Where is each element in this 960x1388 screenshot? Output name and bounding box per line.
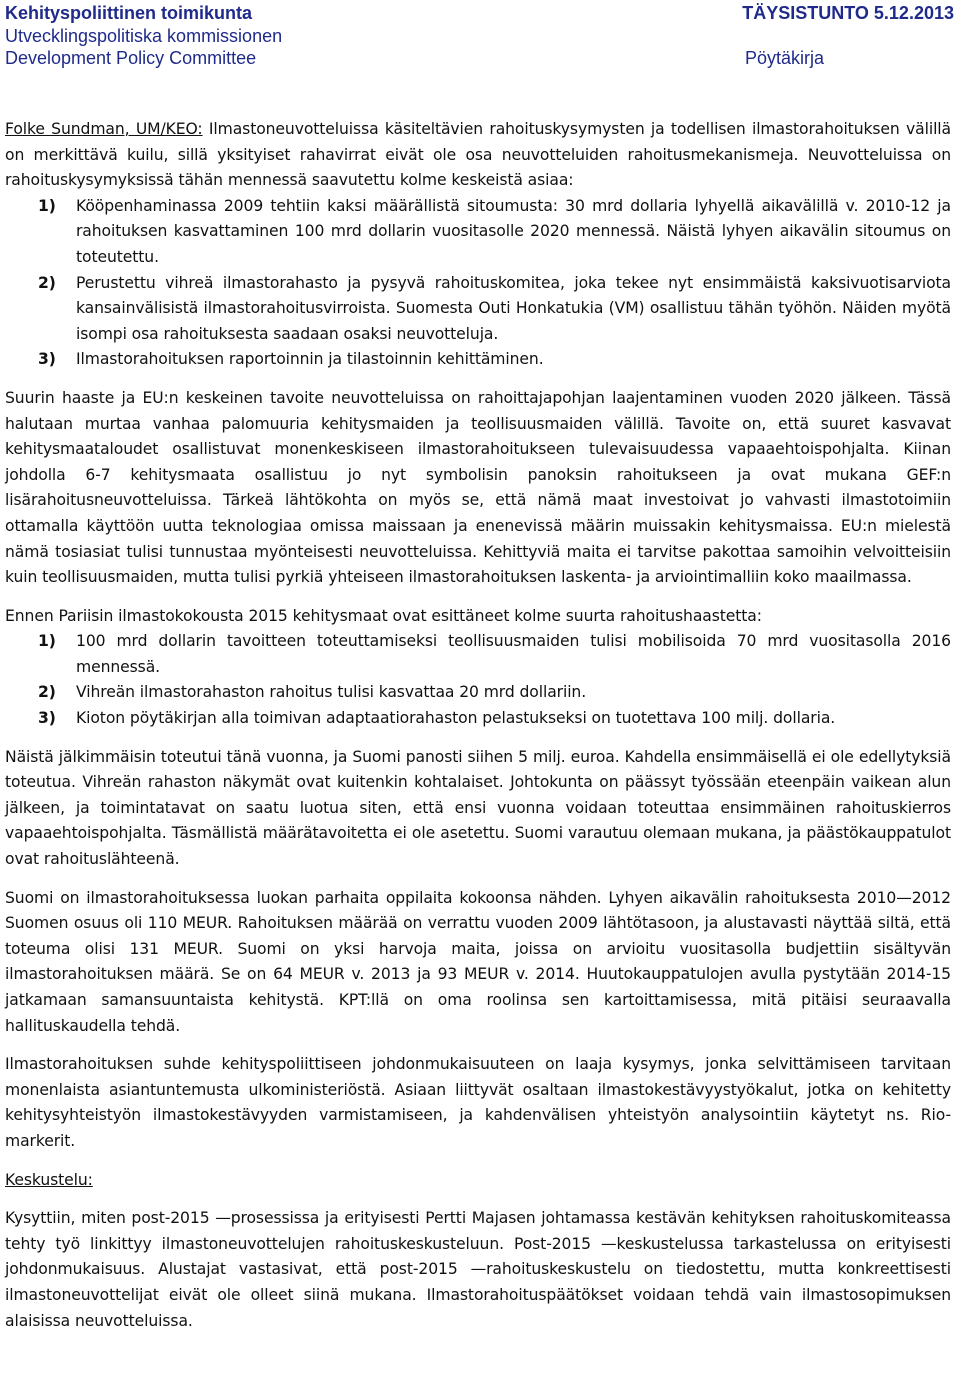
list-item [5, 706, 951, 732]
list-item-text: Kööpenhaminassa 2009 tehtiin kaksi määrällistä sitoumusta: 30 mrd dollaria lyhyellä aikavälillä v. 2010-12 ja rahoituksen kasvattaminen 100 mrd dollarin vuositasolle 2020 mennessä. Näistä lyhyen aikavälin sitoumus on toteutettu. [76, 196, 951, 266]
list-item-number: 3) [38, 709, 56, 728]
committee-name-sv: Utvecklingspolitiska kommissionen [5, 25, 283, 46]
list-item-text: Perustettu vihreä ilmastorahasto ja pysyvä rahoituskomitea, joka tekee nyt ensimmäistä kaksivuotisarviota kansainvälisistä ilmastorahoitusvirroista. Suomesta Outi Honkatukia (VM) osallistuu tähän työhön. Näiden myötä isompi osa rahoituksesta saadaan osaksi neuvotteluja. [76, 273, 951, 343]
achievements-list [5, 194, 951, 373]
list-item [5, 347, 951, 373]
list-item [5, 194, 951, 271]
paragraph: Näistä jälkimmäisin toteutui tänä vuonna, ja Suomi panosti siihen 5 milj. euroa. Kahdella ensimmäisellä ei ole edellytyksiä toteutua. Vihreän rahaston näkymät ovat kuitenkin kohtalaiset. Johtokunta on päässyt työssään eteenpäin vaikean alun jälkeen, ja toimintatavat on saatu luotua siten, että ensi vuonna voidaan toteuttaa ensimmäinen rahoituskierros vapaaehtoispohjalta. Täsmällistä määrätavoitetta ei ole asetettu. Suomi varautuu olemaan mukana, ja päästökauppatulot ovat rahoituslähteenä. [5, 747, 951, 869]
list-item-number: 2) [38, 273, 56, 292]
meeting-title: TÄYSISTUNTO 5.12.2013 [742, 3, 954, 23]
paragraph-intro [5, 117, 951, 194]
list-item [5, 629, 951, 680]
committee-name-en: Development Policy Committee [5, 48, 257, 68]
speaker-name: Folke Sundman, UM/KEO: [5, 120, 203, 138]
paragraph: Suurin haaste ja EU:n keskeinen tavoite neuvotteluissa on rahoittajapohjan laajentaminen vuoden 2020 jälkeen. Tässä halutaan murtaa vanhaa palomuuria kehitysmaiden ja teollisuusmaiden välillä. Tavoite on, että suuret kasvavat kehitysmaataloudet osallistuvat monenkeskiseen ilmastorahoitukseen tulevaisuudessa vapaaehtoispohjalta. Kiinan johdolla 6-7 kehitysmaata osallistuu jo nyt symbolisin panoksin rahoitukseen ja ovat mukana GEF:n lisärahoitusneuvotteluissa. Tärkeä lähtökohta on myös se, että nämä maat investoivat jo vahvasti ilmastotoimiin ottamalla käyttöön uutta teknologiaa omissa maissaan ja enenevissä määrin muissakin kehitysmaissa. EU:n mielestä nämä tosiasiat tulisi tunnustaa myönteisesti neuvotteluissa. Kehittyviä maita ei tarvitse pakottaa samoihin velvoitteisiin kuin teollisuusmaiden, mutta tulisi pyrkiä yhteiseen ilmastorahoituksen laskenta- ja arviointimalliin koko maailmassa. [5, 388, 951, 587]
committee-names [5, 2, 282, 70]
meeting-info [742, 2, 954, 69]
list-item-text: 100 mrd dollarin tavoitteen toteuttamiseksi teollisuusmaiden tulisi mobilisoida 70 mrd vuositasolla 2016 mennessä. [76, 632, 951, 676]
list-item-text: Vihreän ilmastorahaston rahoitus tulisi kasvattaa 20 mrd dollariin. [76, 683, 587, 702]
paragraph: Kysyttiin, miten post-2015 —prosessissa ja erityisesti Pertti Majasen johtamassa kestävän kehityksen rahoituskomiteassa tehty työ linkittyy ilmastoneuvottelujen rahoituskeskusteluun. Post-2015 —keskustelussa tarkastelussa on erityisesti johdonmukaisuus. Alustajat vastasivat, että post-2015 —rahoituskeskustelu on tiedostettu, mutta konkreettisesti ilmastoneuvottelijat eivät ole olleet siinä mukana. Ilmastorahoituspäätökset voidaan tehdä vain ilmastosopimuksen alaisissa neuvotteluissa. [5, 1209, 951, 1330]
section-heading: Keskustelu: [5, 1170, 93, 1189]
list-item-number: 2) [38, 683, 56, 702]
challenges-list [5, 629, 951, 731]
paragraph: Ennen Pariisin ilmastokokousta 2015 kehitysmaat ovat esittäneet kolme suurta rahoitushaastetta: [5, 606, 762, 625]
committee-name-fi: Kehityspoliittinen toimikunta [5, 3, 253, 23]
paragraph: Ilmastorahoituksen suhde kehityspoliittiseen johdonmukaisuuteen on laaja kysymys, jonka selvittämiseen tarvitaan monenlaista asiantuntemusta ulkoministeriöstä. Asiaan liittyvät osaltaan ilmastokestävyystyökalut, jotka on kehitetty kehitysyhteistyön ilmastokestävyyden varmistamiseen, ja kahdenvälisen yhteistyön analysointiin käytetyt ns. Rio-markerit. [5, 1055, 951, 1150]
paragraph: Suomi on ilmastorahoituksessa luokan parhaita oppilaita kokoonsa nähden. Lyhyen aikavälin rahoituksesta 2010—2012 Suomen osuus oli 110 MEUR. Rahoituksen määrää on verrattu vuoden 2009 lähtötasoon, ja alustavasti näyttää siltä, että toteuma olisi 131 MEUR. Suomi on yksi harvoja maita, joissa on arvioitu vuositasolla budjettiin sisältyvän ilmastorahoituksen määrä. Se on 64 MEUR v. 2013 ja 93 MEUR v. 2014. Huutokauppatulojen avulla pystytään 2014-15 jatkamaan samansuuntaista kehitystä. KPT:llä on oma roolinsa sen kartoittamisessa, mitä pitäisi seuraavalla hallituskaudella tehdä. [5, 888, 951, 1035]
list-item-text: Ilmastorahoituksen raportoinnin ja tilastoinnin kehittäminen. [76, 350, 544, 369]
list-item-number: 1) [38, 632, 56, 651]
paragraph-intro-text: Ilmastoneuvotteluissa käsiteltävien rahoituskysymysten ja todellisen ilmastorahoituksen välillä on merkittävä kuilu, sillä yksityiset rahavirrat eivät ole osa neuvotteluiden rahoitusmekanismeja. Neuvotteluissa on rahoituskysymyksissä tähän mennessä saavutettu kolme keskeistä asiaa: [5, 120, 951, 190]
document-type: Pöytäkirja [744, 47, 824, 68]
list-item-number: 1) [38, 196, 56, 215]
list-item [5, 271, 951, 348]
list-item [5, 680, 951, 706]
document-header [0, 0, 960, 72]
list-item-number: 3) [38, 350, 56, 369]
list-item-text: Kioton pöytäkirjan alla toimivan adaptaatiorahaston pelastukseksi on tuotettava 100 milj. dollaria. [76, 709, 836, 728]
document-body [5, 117, 951, 1334]
